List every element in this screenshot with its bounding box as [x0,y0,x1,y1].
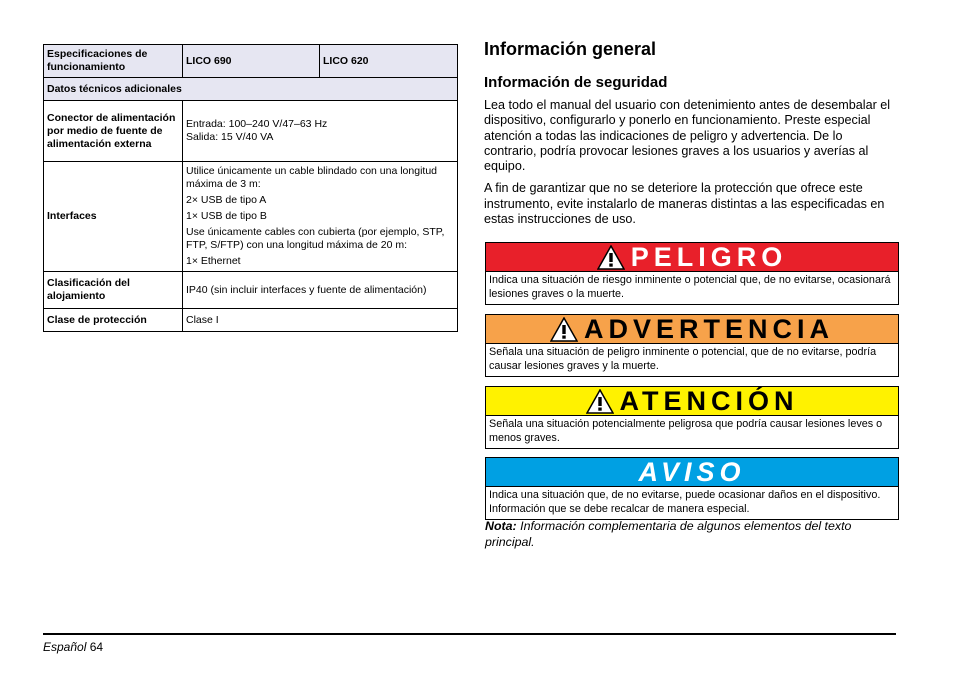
header-cell: LICO 620 [320,45,458,78]
value-line: Clase I [186,313,219,326]
specifications-table [43,44,458,332]
header-cell: LICO 690 [183,45,320,78]
row-label: Conector de alimentación por medio de fuente de alimentación externa [44,101,183,162]
row-label: Interfaces [44,162,183,272]
notice-text: Indica una situación que, de no evitarse, puede ocasionar daños en el dispositivo. Información que se debe recalcar de manera especial. [489,489,881,515]
caution-notice [485,386,899,449]
row-label: Clasificación del alojamiento [44,272,183,309]
value-line: Utilice únicamente un cable blindado con una longitud máxima de 3 m: [186,165,438,190]
page-number: 64 [89,640,104,654]
table-row [44,101,458,162]
danger-notice [485,242,899,305]
body-paragraph: A fin de garantizar que no se deteriore la protección que ofrece este instrumento, evite instalarlo de maneras distintas a las especificadas en estas instrucciones de uso. [484,181,885,227]
row-value [183,309,458,332]
page-footer [43,640,103,654]
footer-language: Español [43,640,87,654]
caution-header [486,387,898,416]
warning-notice [485,314,899,377]
table-row [44,162,458,272]
danger-title: PELIGRO [630,242,788,272]
row-value [183,101,458,162]
value-line: 1× Ethernet [186,255,241,267]
body-paragraph: Lea todo el manual del usuario con detenimiento antes de desembalar el dispositivo, configurarlo y ponerlo en funcionamiento. Preste especial atención a todas las indicaciones de peligro y advertencia. De lo contrario, podría provocar lesiones graves a los usuarios y averías al equipo. [484,98,891,174]
value-line: IP40 (sin incluir interfaces y fuente de alimentación) [186,283,427,296]
value-line: Entrada: 100–240 V/47–63 Hz [186,118,328,130]
notice-header [486,458,898,487]
row-label: Clase de protección [44,309,183,332]
warning-triangle-icon [586,389,614,414]
header-cell: Especificaciones de funcionamiento [44,45,183,78]
note-text: Información complementaria de algunos elementos del texto principal. [485,519,852,549]
value-line: 2× USB de tipo A [186,194,267,206]
section-title: Información general [484,39,657,59]
caution-text: Señala una situación potencialmente peligrosa que podría causar lesiones leves o menos graves. [489,418,883,444]
footer-divider [43,633,896,635]
table-row [44,309,458,332]
danger-header [486,243,898,272]
section-title-cell: Datos técnicos adicionales [44,78,458,101]
warning-triangle-icon [550,317,578,342]
value-line: 1× USB de tipo B [186,210,267,222]
notice-title: AVISO [638,457,746,487]
table-section-row [44,78,458,101]
warning-title: ADVERTENCIA [583,314,834,344]
danger-text: Indica una situación de riesgo inminente o potencial que, de no evitarse, ocasionará lesiones graves o la muerte. [489,274,891,300]
value-line: Use únicamente cables con cubierta (por ejemplo, STP, FTP, S/FTP) con una longitud máxima de 20 m: [186,226,445,251]
value-line: Salida: 15 V/40 VA [186,131,274,143]
note [485,519,897,550]
row-value [183,162,458,272]
notice-box [485,457,899,520]
table-header-row [44,45,458,78]
warning-header [486,315,898,344]
section-subtitle: Información de seguridad [484,74,668,91]
caution-title: ATENCIÓN [619,386,799,416]
note-label: Nota: [485,519,517,533]
table-row [44,272,458,309]
general-information-section [484,38,898,234]
warning-triangle-icon [597,245,625,270]
row-value [183,272,458,309]
warning-text: Señala una situación de peligro inminente o potencial, que de no evitarse, podría causar lesiones graves y la muerte. [489,346,877,372]
